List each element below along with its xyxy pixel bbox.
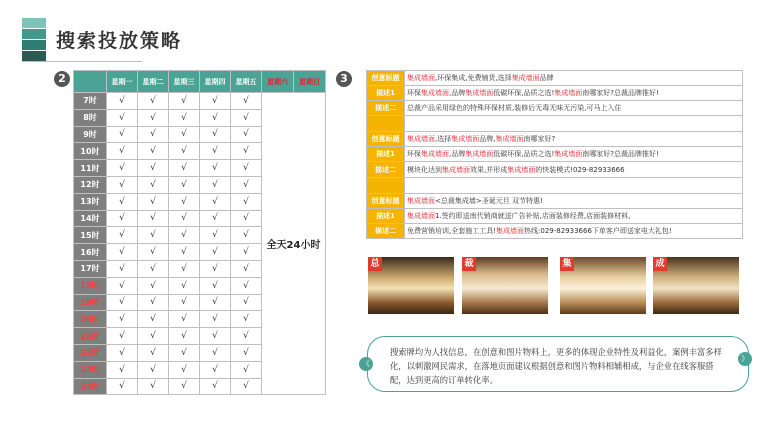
text-segment: ,品牌 xyxy=(449,89,466,98)
hour-label: 14时 xyxy=(74,210,107,227)
keyword-highlight: 集成墙面 xyxy=(421,89,449,98)
check-cell: √ xyxy=(200,328,231,345)
creative-label: 描述二 xyxy=(367,162,405,177)
photo-tag: 成 xyxy=(653,257,667,271)
check-cell: √ xyxy=(107,143,138,160)
day-header: 星期二 xyxy=(138,71,169,93)
text-segment: 的快装模式!029-82933666 xyxy=(535,165,625,174)
text-segment: 环保 xyxy=(407,89,421,98)
creative-row xyxy=(367,193,743,208)
check-cell: √ xyxy=(107,311,138,328)
check-cell: √ xyxy=(107,378,138,395)
creative-label: 描述二 xyxy=(367,101,405,116)
hour-label: 7时 xyxy=(74,93,107,110)
hour-label: 18时 xyxy=(74,277,107,294)
check-cell: √ xyxy=(231,378,262,395)
creative-text xyxy=(405,147,743,162)
keyword-highlight: 集成墙面 xyxy=(465,89,494,98)
section-number-2: 2 xyxy=(54,71,70,87)
check-cell: √ xyxy=(169,160,200,177)
check-cell: √ xyxy=(169,143,200,160)
keyword-highlight: 集成墙面 xyxy=(407,196,435,205)
creative-row xyxy=(367,208,743,223)
hour-label: 22时 xyxy=(74,344,107,361)
check-cell: √ xyxy=(107,193,138,210)
summary-box xyxy=(367,336,749,392)
creative-row xyxy=(367,101,743,116)
check-cell: √ xyxy=(231,176,262,193)
creative-row xyxy=(367,223,743,238)
check-cell: √ xyxy=(138,361,169,378)
text-segment: 免费营销培训,全套施工工具! xyxy=(407,226,497,235)
check-cell: √ xyxy=(200,193,231,210)
check-cell: √ xyxy=(138,328,169,345)
check-cell: √ xyxy=(107,176,138,193)
creative-row xyxy=(367,132,743,147)
check-cell: √ xyxy=(231,126,262,143)
check-cell: √ xyxy=(231,260,262,277)
creative-text xyxy=(405,162,743,177)
hour-label: 16时 xyxy=(74,244,107,261)
creative-label: 创意标题 xyxy=(367,71,405,86)
text-segment: 环保 xyxy=(407,150,421,159)
check-cell: √ xyxy=(231,244,262,261)
check-cell: √ xyxy=(107,344,138,361)
summary-text: 搜索牌均为人找信息，在创意和图片物料上，更多的体现企业特性及利益化，案例丰富多样化，以刺激网民需求，在落地页面建议根据创意和图片物料相辅相成，与企业在线客服搭配，达到更高的订单转化率。 xyxy=(390,347,722,385)
check-cell: √ xyxy=(138,260,169,277)
creative-label: 描述1 xyxy=(367,86,405,101)
check-cell: √ xyxy=(200,378,231,395)
check-cell: √ xyxy=(138,277,169,294)
spacer-cell xyxy=(367,116,405,132)
hour-label: 23时 xyxy=(74,361,107,378)
check-cell: √ xyxy=(138,126,169,143)
spacer-cell xyxy=(405,177,743,193)
text-segment: 品牌 xyxy=(539,74,554,83)
check-cell: √ xyxy=(200,109,231,126)
hour-label: 11时 xyxy=(74,160,107,177)
hour-label: 12时 xyxy=(74,176,107,193)
check-cell: √ xyxy=(169,260,200,277)
hour-label: 24时 xyxy=(74,378,107,395)
creative-text xyxy=(405,223,743,238)
creative-label: 描述1 xyxy=(367,147,405,162)
hour-label: 20时 xyxy=(74,311,107,328)
spacer-cell xyxy=(367,177,405,193)
check-cell: √ xyxy=(200,126,231,143)
check-cell: √ xyxy=(231,311,262,328)
keyword-highlight: 集成墙面 xyxy=(451,135,480,144)
text-segment: 低碳环保,品质之选! xyxy=(493,89,555,98)
check-cell: √ xyxy=(169,93,200,110)
creative-label: 创意标题 xyxy=(367,193,405,208)
interior-photo xyxy=(462,257,548,314)
keyword-highlight: 集成墙面 xyxy=(554,150,583,159)
check-cell: √ xyxy=(169,328,200,345)
creative-text xyxy=(405,86,743,101)
hour-label: 17时 xyxy=(74,260,107,277)
photo-tag: 集 xyxy=(560,257,574,271)
creative-row xyxy=(367,86,743,101)
check-cell: √ xyxy=(138,176,169,193)
text-segment: 热线:029-82933666下单客户即送家电大礼包! xyxy=(524,226,672,235)
check-cell: √ xyxy=(231,143,262,160)
hour-label: 9时 xyxy=(74,126,107,143)
day-header: 星期五 xyxy=(231,71,262,93)
day-header: 星期四 xyxy=(200,71,231,93)
text-segment: 低碳环保,品质之选! xyxy=(493,150,555,159)
creative-row xyxy=(367,71,743,86)
creative-label: 创意标题 xyxy=(367,132,405,147)
page-title: 搜索投放策略 xyxy=(56,30,183,52)
check-cell: √ xyxy=(107,361,138,378)
check-cell: √ xyxy=(138,227,169,244)
hour-label: 19时 xyxy=(74,294,107,311)
photo-tag: 裁 xyxy=(462,257,476,271)
check-cell: √ xyxy=(200,210,231,227)
check-cell: √ xyxy=(200,311,231,328)
check-cell: √ xyxy=(231,210,262,227)
text-segment: 南哪家好?总裁品牌推好! xyxy=(582,89,659,98)
check-cell: √ xyxy=(169,294,200,311)
text-segment: 1.签约即送南代销商就送广告补贴,店面装修经费,店面装修材料, xyxy=(435,211,631,220)
quote-right-icon: 》 xyxy=(738,352,752,366)
check-cell: √ xyxy=(138,193,169,210)
weekend-all-day: 全天24小时 xyxy=(262,93,326,395)
check-cell: √ xyxy=(169,227,200,244)
spacer-cell xyxy=(405,116,743,132)
check-cell: √ xyxy=(169,378,200,395)
check-cell: √ xyxy=(138,378,169,395)
check-cell: √ xyxy=(107,328,138,345)
text-segment: 模块化达到 xyxy=(407,165,442,174)
day-header: 星期三 xyxy=(169,71,200,93)
check-cell: √ xyxy=(107,160,138,177)
check-cell: √ xyxy=(169,109,200,126)
keyword-highlight: 集成墙面 xyxy=(421,150,449,159)
check-cell: √ xyxy=(169,311,200,328)
check-cell: √ xyxy=(200,227,231,244)
interior-photo xyxy=(368,257,454,314)
check-cell: √ xyxy=(231,109,262,126)
check-cell: √ xyxy=(200,344,231,361)
text-segment: ,品牌 xyxy=(449,150,466,159)
check-cell: √ xyxy=(169,176,200,193)
check-cell: √ xyxy=(231,328,262,345)
check-cell: √ xyxy=(107,277,138,294)
check-cell: √ xyxy=(200,176,231,193)
check-cell: √ xyxy=(169,126,200,143)
keyword-highlight: 集成墙面 xyxy=(442,165,470,174)
creative-text xyxy=(405,193,743,208)
check-cell: √ xyxy=(200,160,231,177)
keyword-highlight: 集成墙面 xyxy=(496,226,525,235)
creative-text xyxy=(405,101,743,116)
check-cell: √ xyxy=(231,227,262,244)
hour-label: 13时 xyxy=(74,193,107,210)
text-segment: 品牌, xyxy=(479,135,496,144)
text-segment: 效果,并形成 xyxy=(470,165,508,174)
section-number-3: 3 xyxy=(336,71,352,87)
interior-photo xyxy=(560,257,646,314)
keyword-highlight: 集成墙面 xyxy=(495,135,524,144)
check-cell: √ xyxy=(107,93,138,110)
keyword-highlight: 集成墙面 xyxy=(554,89,583,98)
check-cell: √ xyxy=(169,193,200,210)
check-cell: √ xyxy=(138,210,169,227)
creative-label: 描述二 xyxy=(367,223,405,238)
check-cell: √ xyxy=(231,294,262,311)
check-cell: √ xyxy=(200,361,231,378)
check-cell: √ xyxy=(169,344,200,361)
check-cell: √ xyxy=(138,109,169,126)
check-cell: √ xyxy=(138,311,169,328)
creative-row xyxy=(367,162,743,177)
check-cell: √ xyxy=(138,93,169,110)
hour-label: 8时 xyxy=(74,109,107,126)
creative-text xyxy=(405,132,743,147)
keyword-highlight: 集成墙面 xyxy=(511,74,540,83)
text-segment: 南哪家好?总裁品牌推好! xyxy=(582,150,659,159)
photo-tag: 总 xyxy=(368,257,382,271)
day-header: 星期一 xyxy=(107,71,138,93)
check-cell: √ xyxy=(107,294,138,311)
check-cell: √ xyxy=(138,344,169,361)
check-cell: √ xyxy=(138,294,169,311)
hour-label: 15时 xyxy=(74,227,107,244)
text-segment: <总裁集成墙>圣诞元旦 双节特惠! xyxy=(435,196,543,205)
creative-label: 描述1 xyxy=(367,208,405,223)
creative-table xyxy=(366,70,743,239)
interior-photo xyxy=(653,257,739,314)
check-cell: √ xyxy=(231,93,262,110)
schedule-row xyxy=(74,93,326,110)
schedule-corner-cell xyxy=(74,71,107,93)
check-cell: √ xyxy=(200,277,231,294)
check-cell: √ xyxy=(200,294,231,311)
check-cell: √ xyxy=(107,244,138,261)
keyword-highlight: 集成墙面 xyxy=(407,135,435,144)
check-cell: √ xyxy=(138,143,169,160)
check-cell: √ xyxy=(231,277,262,294)
title-underline xyxy=(22,61,142,62)
day-header: 星期六 xyxy=(262,71,294,93)
creative-text xyxy=(405,208,743,223)
check-cell: √ xyxy=(107,227,138,244)
keyword-highlight: 集成墙面 xyxy=(407,74,435,83)
creative-row xyxy=(367,147,743,162)
check-cell: √ xyxy=(231,361,262,378)
keyword-highlight: 集成墙面 xyxy=(407,211,435,220)
text-segment: 总裁产品采用绿色的特殊环保材质,装修后无毒无味无污染,可马上入住 xyxy=(407,104,622,113)
check-cell: √ xyxy=(200,93,231,110)
check-cell: √ xyxy=(169,210,200,227)
check-cell: √ xyxy=(231,193,262,210)
keyword-highlight: 集成墙面 xyxy=(507,165,536,174)
check-cell: √ xyxy=(200,260,231,277)
header-decoration xyxy=(22,18,46,60)
check-cell: √ xyxy=(107,260,138,277)
check-cell: √ xyxy=(107,109,138,126)
check-cell: √ xyxy=(169,244,200,261)
check-cell: √ xyxy=(231,160,262,177)
quote-left-icon: 《 xyxy=(359,357,373,371)
creative-text xyxy=(405,71,743,86)
hour-label: 10时 xyxy=(74,143,107,160)
text-segment: ,环保集成,免费铺货,选择 xyxy=(435,74,512,83)
text-segment: 南哪家好? xyxy=(523,135,556,144)
check-cell: √ xyxy=(138,244,169,261)
check-cell: √ xyxy=(138,160,169,177)
hour-label: 21时 xyxy=(74,328,107,345)
day-header: 星期日 xyxy=(294,71,326,93)
check-cell: √ xyxy=(169,361,200,378)
check-cell: √ xyxy=(107,126,138,143)
keyword-highlight: 集成墙面 xyxy=(465,150,494,159)
check-cell: √ xyxy=(231,344,262,361)
check-cell: √ xyxy=(169,277,200,294)
check-cell: √ xyxy=(200,244,231,261)
text-segment: ,选择 xyxy=(435,135,452,144)
check-cell: √ xyxy=(107,210,138,227)
schedule-table xyxy=(73,70,326,395)
check-cell: √ xyxy=(200,143,231,160)
